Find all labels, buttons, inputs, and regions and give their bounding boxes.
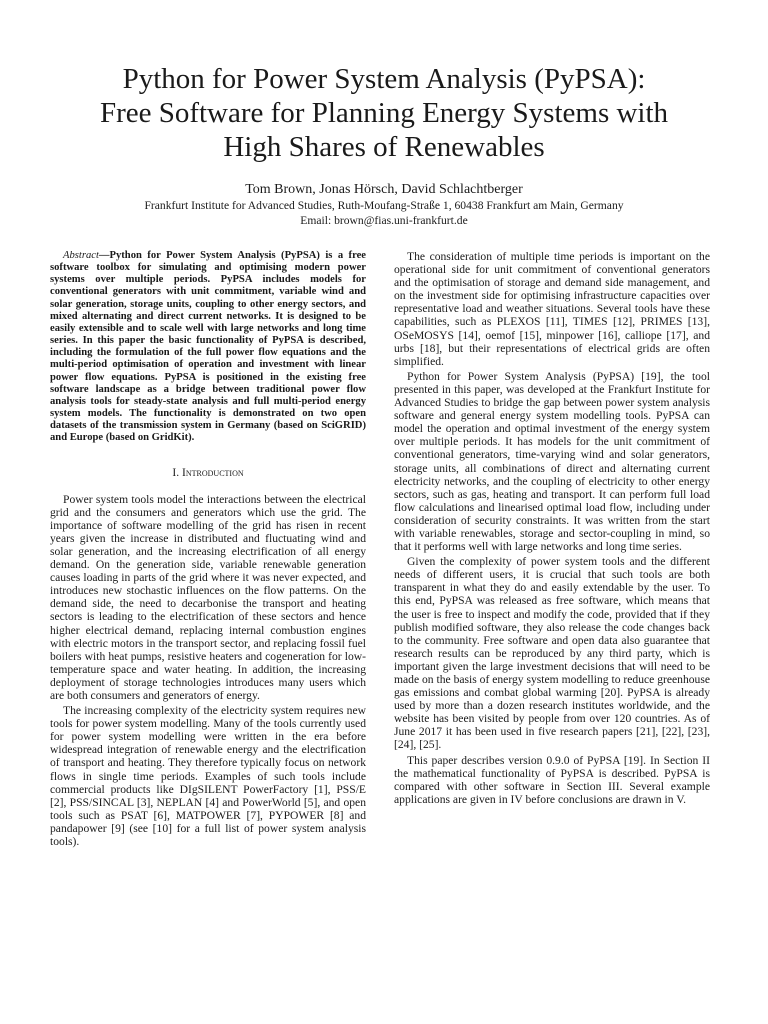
abstract-text: —Python for Power System Analysis (PyPSA) is a free software toolbox for simulating and optimising modern power systems over multiple periods. PyPSA includes models for conventional generators with unit commitment, variable wind and solar generation, storage units, coupling to other energy sectors, and mixed alternating and direct current networks. It is designed to be easily extensible and to scale well with large networks and long time series. In this paper the basic functionality of PyPSA is described, including the formulation of the full power flow equations and the multi-period optimisation of operation and investment with linear power flow equations. PyPSA is positioned in the existing free software landscape as a bridge between traditional power flow analysis tools for steady-state analysis and full multi-period energy system models. The functionality is demonstrated on two open datasets of the transmission system in Germany (based on SciGRID) and Europe (based on GridKit).: [50, 250, 366, 444]
email-address: Email: brown@fias.uni-frankfurt.de: [300, 214, 468, 227]
left-column: [50, 250, 366, 848]
section-heading-introduction: [50, 466, 366, 479]
right-column: [394, 250, 710, 806]
paragraph: Power system tools model the interactions between the electrical grid and the consumers and generators which use the grid. The importance of software modelling of the grid has risen in recent years given the increase in distributed and fluctuating wind and solar generation, and the increasing electrification of all energy demand. On the generation side, variable renewable generation causes loading in parts of the grid where it was never expected, and introduces new stochastic influences on the flow patterns. On the demand side, the need to decarbonise the transport and heating sectors is leading to the electrification of these sectors and hence higher electrical demand, replacing internal combustion engines with electric motors in the transport sector, and replacing fossil fuel boilers with heat pumps, resistive heaters and cogeneration for low-temperature space and water heating. In addition, the increasing deployment of storage technologies introduces many users which are both consumers and generators of energy.: [50, 492, 366, 702]
paragraph: The consideration of multiple time periods is important on the operational side for unit commitment of conventional generators and the optimisation of storage and demand side management, and on the investment side for optimising infrastructure capacities over representative load and weather situations. Several tools have these capabilities, such as PLEXOS [11], TIMES [12], PRIMES [13], OSeMOSYS [14], oemof [15], minpower [16], calliope [17], and urbs [18], but their representations of electrical grids are often simplified.: [394, 250, 710, 368]
title-line-2: Free Software for Planning Energy Systems with: [99, 97, 669, 129]
abstract: [50, 250, 366, 445]
paragraph: This paper describes version 0.9.0 of PyPSA [19]. In Section II the mathematical functionality of PyPSA is described. PyPSA is compared with other software in Section III. Several example applications are given in IV before conclusions are drawn in V.: [394, 753, 710, 806]
affiliation: Frankfurt Institute for Advanced Studies, Ruth-Moufang-Straße 1, 60438 Frankfurt am Main, Germany: [144, 199, 624, 212]
section-number: I.: [172, 465, 180, 479]
title-line-1: Python for Power System Analysis (PyPSA):: [122, 63, 646, 95]
paragraph: Python for Power System Analysis (PyPSA) [19], the tool presented in this paper, was developed at the Frankfurt Institute for Advanced Studies to bridge the gap between power system analysis software and general energy system modelling tools. PyPSA can model the operation and optimal investment of the energy system over multiple periods. It has models for the unit commitment of conventional generators, time-varying wind and solar generators, storage units, all combinations of direct and alternating current electricity networks, and the coupling of electricity to other energy sectors, such as gas, heating and transport. It can perform full load flow calculations and linearised optimal load flow, including under consideration of security constraints. It was written from the start with variable renewables, storage and sector-coupling in mind, so that it performs well with large networks and long time series.: [394, 369, 710, 554]
paragraph: Given the complexity of power system tools and the different needs of different users, it is crucial that such tools are both transparent in what they do and easily extendable by the user. To this end, PyPSA was released as free software, which means that the user is free to inspect and modify the code, provided that if they publish modified software, they also release the code changes back to the community. Free software and open data also guarantee that research results can be reproduced by any third party, which is important given the large investment decisions that will need to be made on the basis of energy system modelling to reduce greenhouse gas emissions and combat global warming [20]. PyPSA is already used by more than a dozen research institutes worldwide, and the website has been visited by people from over 120 countries. As of June 2017 it has been used in five research papers [21], [22], [23], [24], [25].: [394, 555, 710, 752]
author-list: Tom Brown, Jonas Hörsch, David Schlachtberger: [245, 182, 523, 197]
paragraph: The increasing complexity of the electricity system requires new tools for power system modelling. Many of the tools currently used for power system modelling were written in the era before widespread integration of renewable energy and the electrification of transport and heating. They therefore typically focus on network flows in single time periods. Examples of such tools include commercial products like DIgSILENT PowerFactory [1], PSS/E [2], PSS/SINCAL [3], NEPLAN [4] and PowerWorld [5], and open tools such as PSAT [6], MATPOWER [7], PYPOWER [8] and pandapower [9] (see [10] for a full list of power system analysis tools).: [50, 704, 366, 849]
abstract-label: Abstract: [63, 250, 99, 261]
section-title: Introduction: [182, 465, 244, 479]
title-line-3: High Shares of Renewables: [223, 131, 545, 163]
paper-title: [40, 62, 728, 164]
